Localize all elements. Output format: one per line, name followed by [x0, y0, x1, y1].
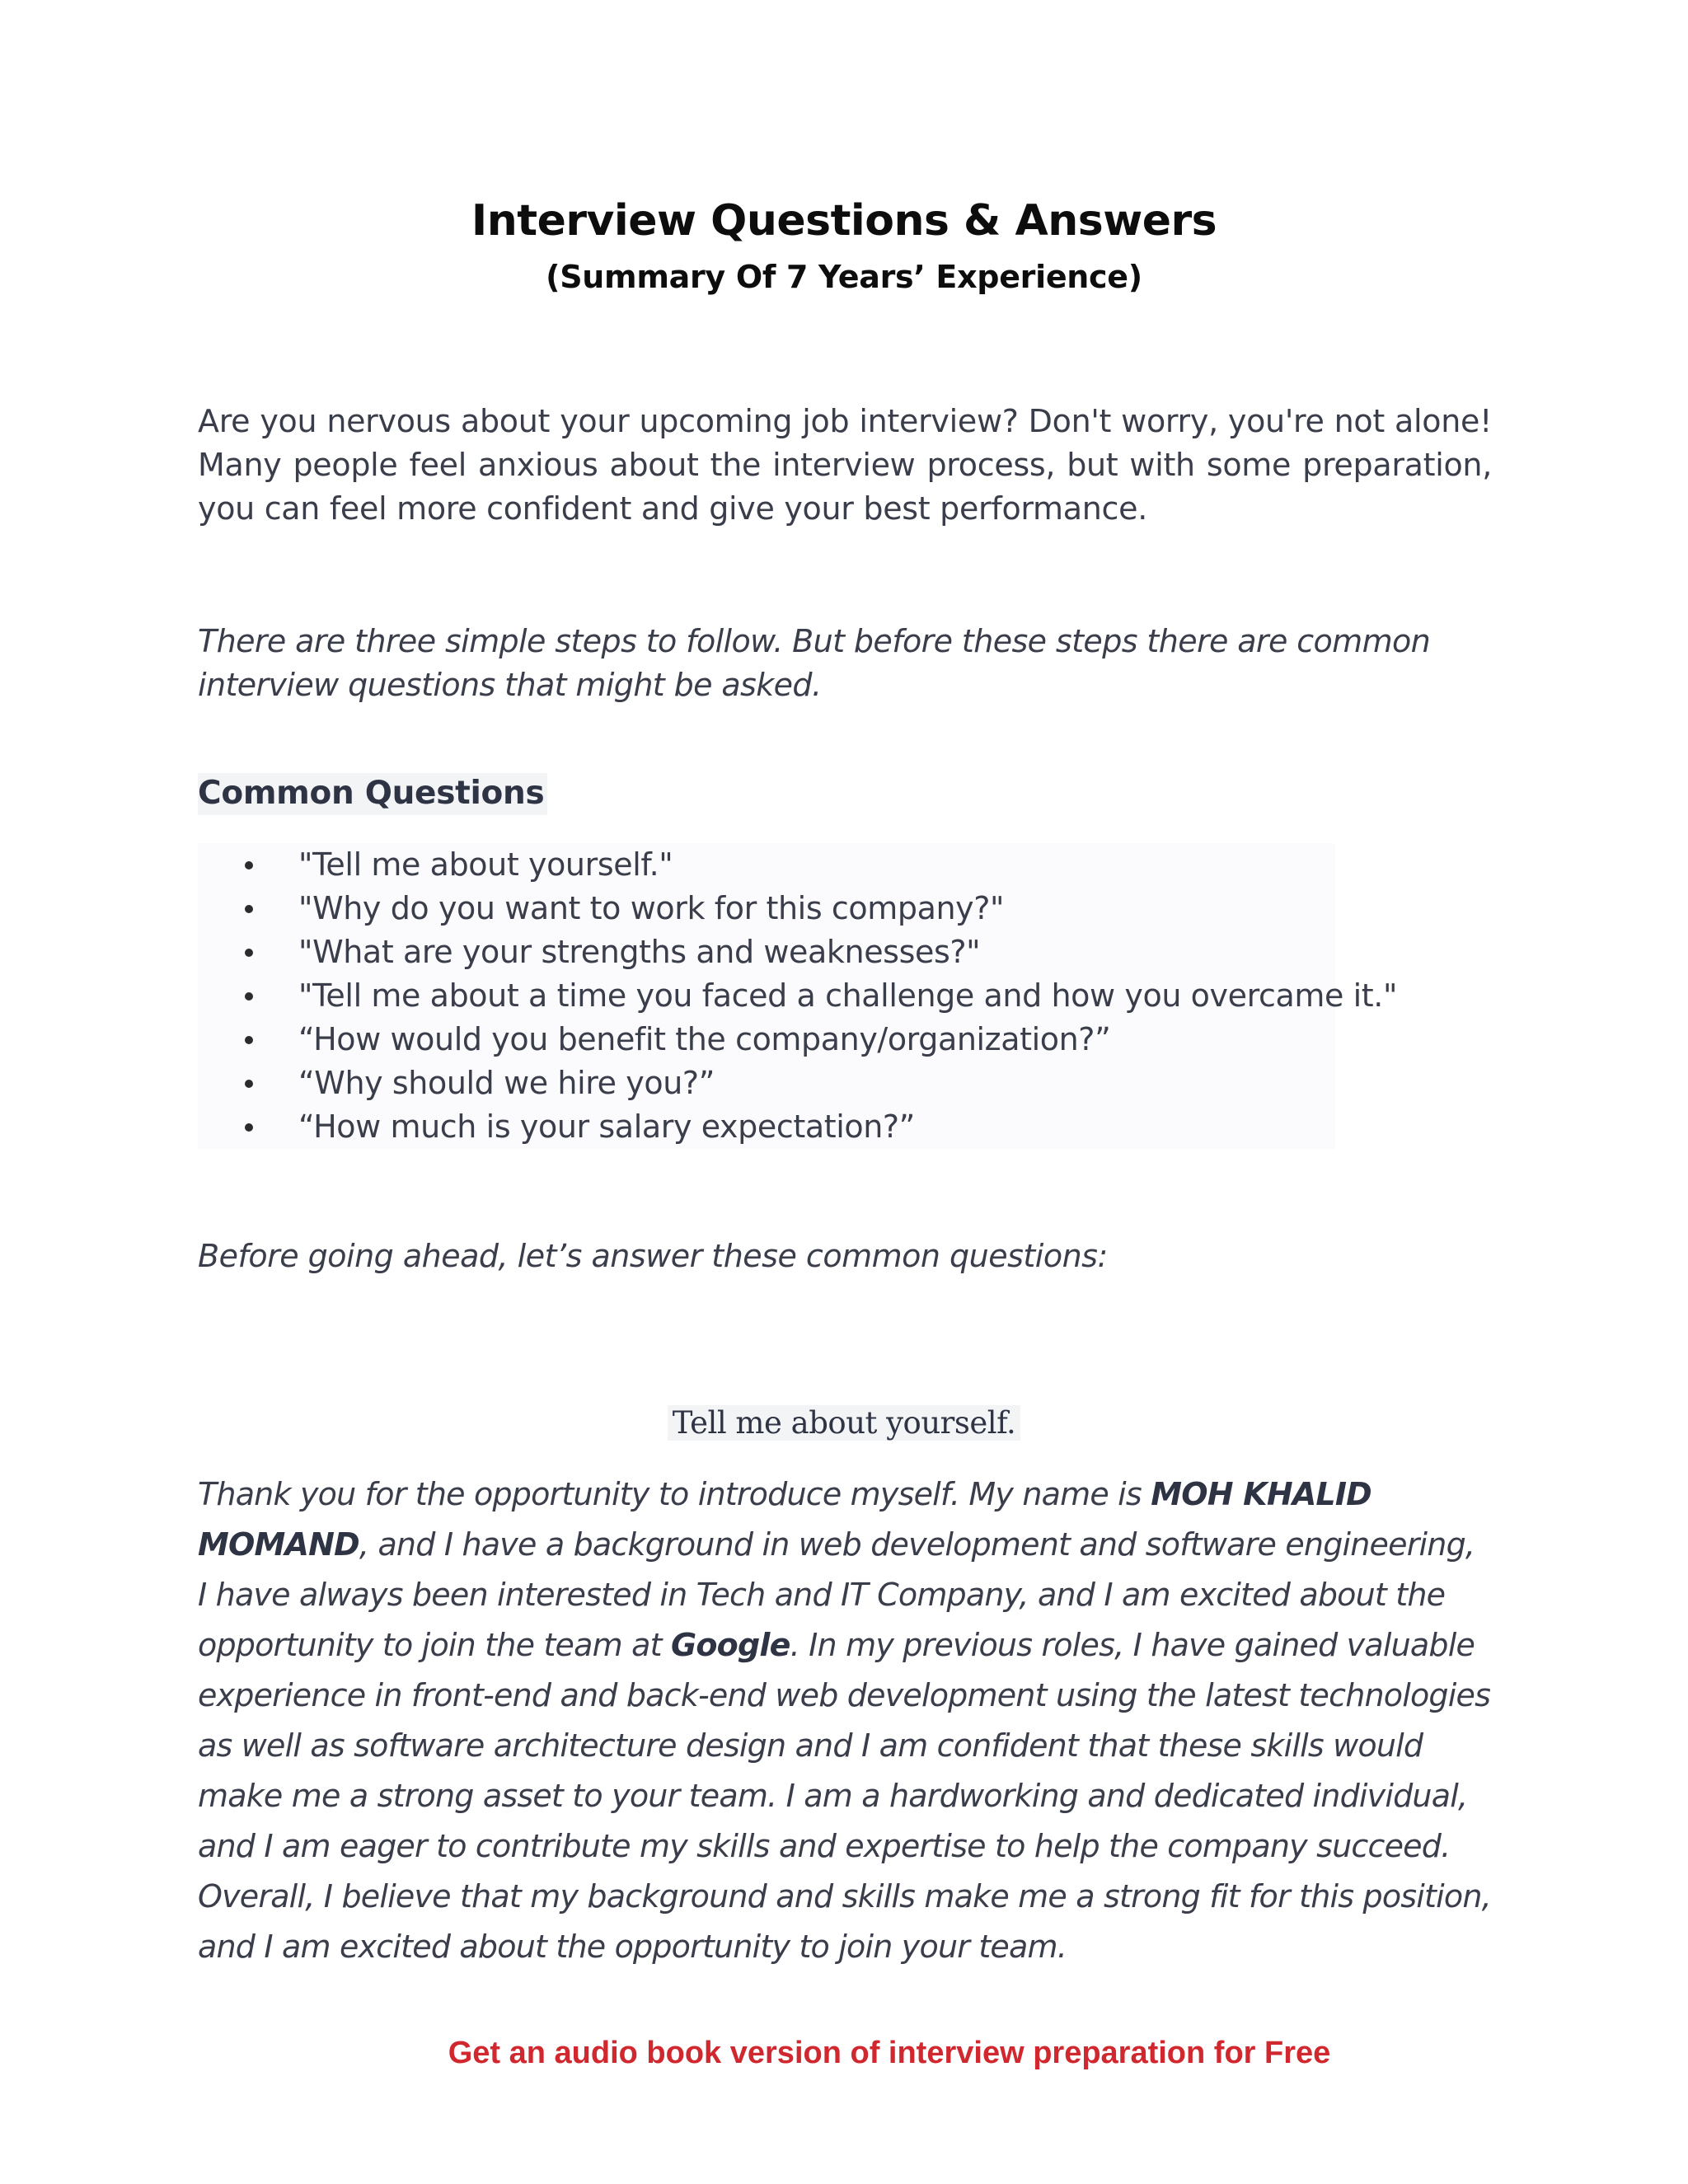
steps-note: There are three simple steps to follow. But before these steps there are common interview questions that might be asked. [198, 623, 1431, 703]
list-item [198, 1105, 1335, 1149]
question-text: “How much is your salary expectation?” [298, 1108, 915, 1145]
question-text: "Tell me about a time you faced a challenge and how you overcame it." [298, 977, 1398, 1014]
audio-book-link[interactable]: Get an audio book version of interview preparation for Free [448, 2036, 1331, 2070]
list-item [198, 1018, 1335, 1062]
list-item [198, 843, 1335, 887]
answer-heading [0, 1405, 1688, 1441]
intro-paragraph: Are you nervous about your upcoming job interview? Don't worry, you're not alone! Many people feel anxious about the interview process, but with some preparation, you can feel more confident and give your best performance. [198, 403, 1492, 527]
before-note: Before going ahead, let’s answer these common questions: [198, 1238, 1108, 1274]
question-text: “How would you benefit the company/organization?” [298, 1021, 1111, 1057]
list-item [198, 1062, 1335, 1105]
document-subtitle: (Summary Of 7 Years’ Experience) [546, 259, 1142, 295]
questions-list [198, 843, 1398, 1149]
document-title: Interview Questions & Answers [471, 196, 1217, 246]
answer-part-2: , and I have a background in web development and software engineering, I have always been interested in Tech and IT Company, and I am excited about the opportunity to join the team at [198, 1526, 1475, 1663]
common-questions-heading: Common Questions [198, 773, 547, 815]
question-text: "Tell me about yourself." [298, 846, 673, 883]
bullet-icon [245, 905, 253, 913]
question-text: "Why do you want to work for this company?" [298, 890, 1005, 926]
candidate-name: MOH KHALID MOMAND [198, 1476, 1372, 1563]
question-text: “Why should we hire you?” [298, 1065, 715, 1101]
bullet-icon [245, 1123, 253, 1132]
answer-part-1: Thank you for the opportunity to introduce myself. My name is [198, 1476, 1151, 1512]
list-item [198, 887, 1335, 930]
list-item [198, 930, 1335, 974]
bullet-icon [245, 1036, 253, 1044]
answer-heading-text: Tell me about yourself. [668, 1405, 1020, 1441]
list-item [198, 974, 1398, 1018]
bullet-icon [245, 949, 253, 957]
bullet-icon [245, 861, 253, 869]
question-text: "What are your strengths and weaknesses?" [298, 934, 981, 970]
bullet-icon [245, 1080, 253, 1088]
bullet-icon [245, 992, 253, 1001]
answer-paragraph [198, 1469, 1492, 1972]
answer-part-3: . In my previous roles, I have gained valuable experience in front-end and back-end web development using the latest technologies as well as software architecture design and I am confident that these skills would make me a strong asset to your team. I am a hardworking and dedicated individual, and I am eager to contribute my skills and expertise to help the company succeed. Overall, I believe that my background and skills make me a strong fit for this position, and I am excited about the opportunity to join your team. [198, 1627, 1491, 1965]
company-name: Google [670, 1627, 790, 1663]
